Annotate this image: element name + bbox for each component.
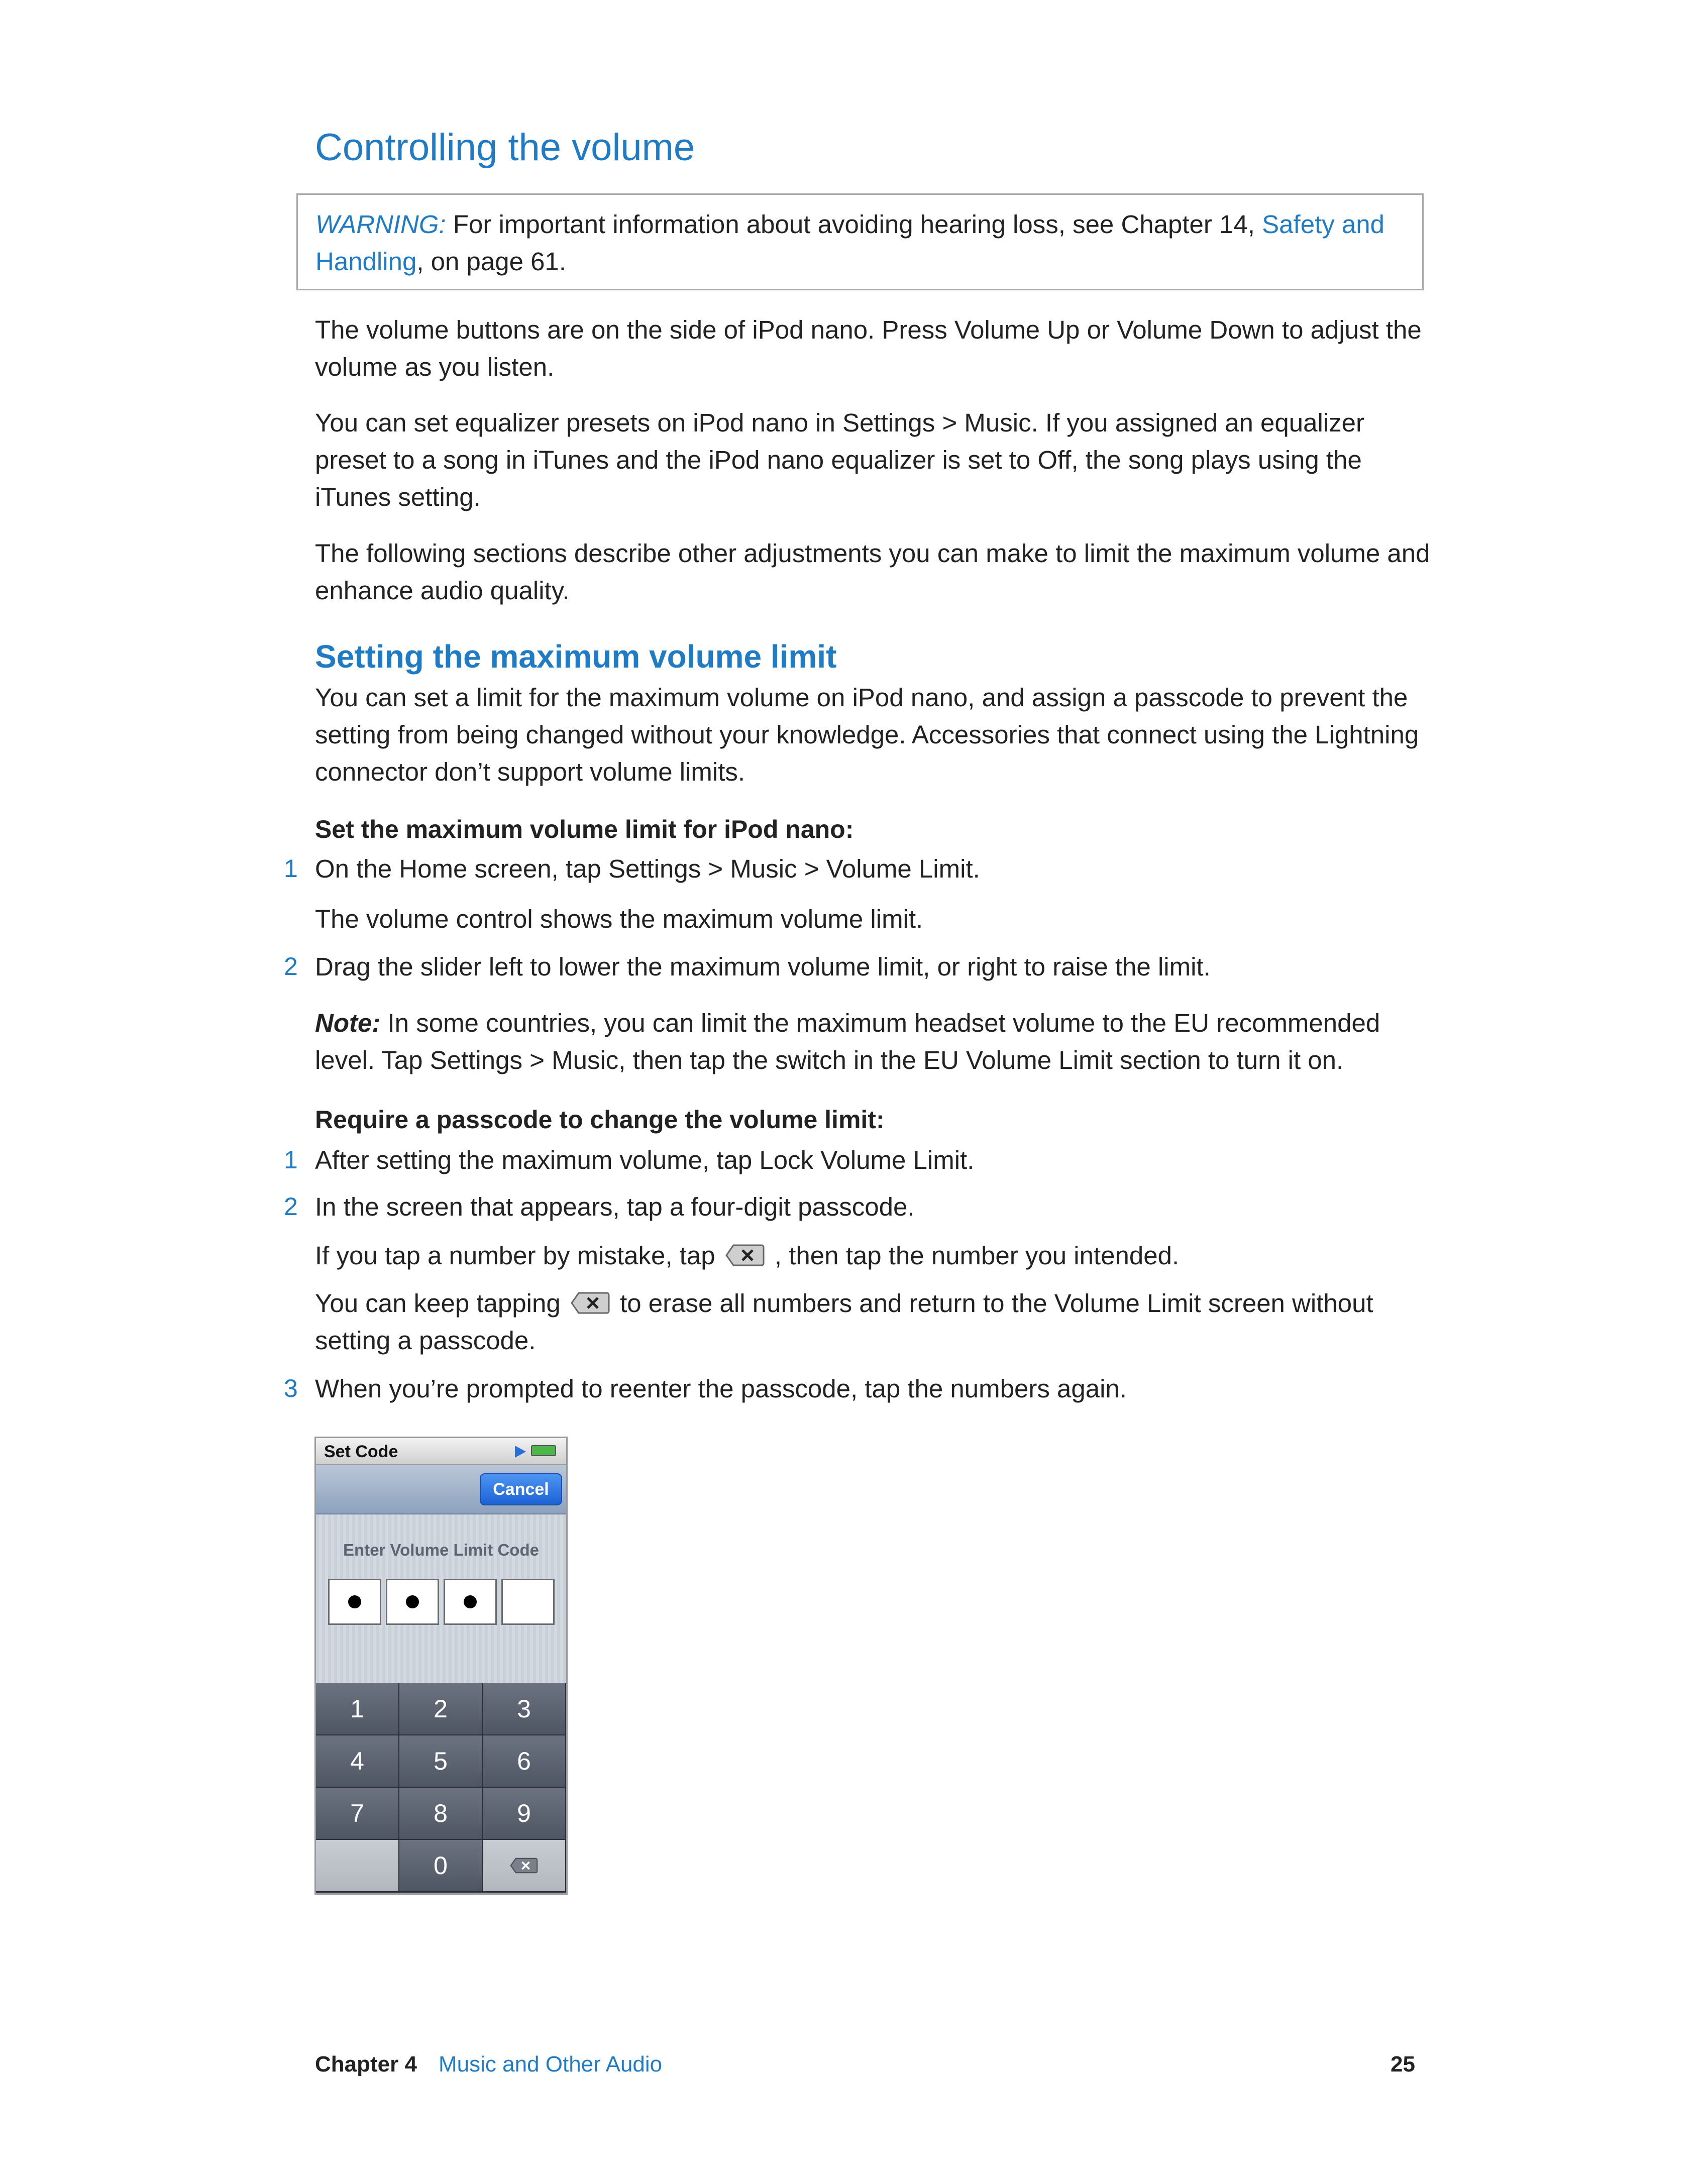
key-1[interactable]: 1 — [316, 1683, 399, 1735]
entered-digit-dot — [406, 1595, 419, 1608]
task-title-passcode: Require a passcode to change the volume limit: — [315, 1106, 885, 1134]
warning-suffix: , on page 61. — [416, 247, 567, 276]
step-number: 2 — [284, 1192, 298, 1221]
play-icon — [515, 1446, 526, 1458]
step-text: When you’re prompted to reenter the passcode, tap the numbers again. — [315, 1374, 1127, 1403]
toolbar — [316, 1465, 566, 1514]
mistake-after: , then tap the number you intended. — [774, 1241, 1180, 1270]
note-label: Note: — [315, 1009, 381, 1037]
delete-key[interactable] — [483, 1840, 566, 1892]
status-title: Set Code — [324, 1442, 398, 1461]
key-6[interactable]: 6 — [483, 1735, 566, 1788]
delete-key-icon — [571, 1288, 610, 1312]
entered-digit-dot — [464, 1595, 477, 1608]
device-screenshot — [314, 1437, 568, 1895]
warning-body: For important information about avoiding hearing loss, see Chapter 14, — [453, 210, 1255, 239]
code-digit-box — [386, 1579, 439, 1625]
key-4[interactable]: 4 — [316, 1735, 399, 1788]
note-paragraph — [315, 1005, 1435, 1079]
keypad — [316, 1683, 566, 1893]
step-number: 3 — [284, 1374, 298, 1402]
paragraph-volume-buttons: The volume buttons are on the side of iPod nano. Press Volume Up or Volume Down to adjust the volume as you listen. — [315, 315, 1422, 381]
step-number: 2 — [284, 952, 298, 980]
step-text: Drag the slider left to lower the maximum volume limit, or right to raise the limit. — [315, 952, 1211, 981]
code-digit-box — [444, 1579, 497, 1625]
step-number: 1 — [284, 854, 298, 883]
footer-chapter: Chapter 4 — [315, 2052, 417, 2077]
key-0[interactable]: 0 — [399, 1840, 483, 1892]
footer-chapter-title[interactable]: Music and Other Audio — [439, 2052, 663, 2077]
passcode-prompt: Enter Volume Limit Code — [343, 1541, 539, 1559]
entered-digit-dot — [348, 1595, 361, 1608]
step-number: 1 — [284, 1146, 298, 1174]
passcode-prompt-area — [316, 1514, 566, 1683]
step-text: On the Home screen, tap Settings > Music > Volume Limit. — [315, 854, 980, 883]
section-title: Setting the maximum volume limit — [315, 638, 837, 675]
key-8[interactable]: 8 — [399, 1788, 483, 1840]
paragraph-following: The following sections describe other adjustments you can make to limit the maximum volume and enhance audio quality. — [315, 539, 1430, 605]
key-5[interactable]: 5 — [399, 1735, 483, 1788]
code-digit-box — [501, 1579, 555, 1625]
warning-label: WARNING: — [315, 210, 446, 239]
paragraph-equalizer: You can set equalizer presets on iPod nano in Settings > Music. If you assigned an equalizer preset to a song in iTunes and the iPod nano equalizer is set to Off, the song plays using the iTunes setting. — [315, 408, 1365, 511]
task-title-set-limit: Set the maximum volume limit for iPod nano: — [315, 815, 854, 843]
status-bar — [316, 1438, 566, 1465]
mistake-before: If you tap a number by mistake, tap — [315, 1241, 715, 1270]
keep-before: You can keep tapping — [315, 1289, 561, 1318]
cancel-button[interactable]: Cancel — [480, 1473, 562, 1505]
footer-page-number: 25 — [1391, 2052, 1415, 2077]
key-2[interactable]: 2 — [399, 1683, 483, 1735]
key-3[interactable]: 3 — [483, 1683, 566, 1735]
keep-tapping-paragraph — [315, 1285, 1435, 1359]
delete-key-icon — [725, 1243, 765, 1267]
step-note: The volume control shows the maximum volume limit. — [315, 905, 923, 933]
keep-after: to erase all numbers and return to the Volume Limit screen without setting a passcode. — [315, 1289, 1373, 1355]
battery-icon — [531, 1445, 556, 1456]
warning-box — [296, 193, 1424, 290]
code-digit-box — [328, 1579, 381, 1625]
key-7[interactable]: 7 — [316, 1788, 399, 1840]
warning-text — [315, 206, 1411, 280]
delete-key-icon — [510, 1857, 538, 1874]
safety-link[interactable]: Safety and Handling — [315, 210, 1384, 276]
key-blank — [316, 1840, 399, 1892]
step-text: After setting the maximum volume, tap Lock Volume Limit. — [315, 1146, 975, 1174]
key-9[interactable]: 9 — [483, 1788, 566, 1840]
note-text: In some countries, you can limit the maximum headset volume to the EU recommended level. Tap Settings > Music, then tap the switch in the EU Volume Limit section to turn it on. — [315, 1009, 1380, 1074]
mistake-line — [315, 1241, 1179, 1270]
page-title: Controlling the volume — [315, 126, 695, 169]
section-intro: You can set a limit for the maximum volume on iPod nano, and assign a passcode to prevent the setting from being changed without your knowledge. Accessories that connect using the Lightning connector don’t support volume limits. — [315, 683, 1419, 786]
step-text: In the screen that appears, tap a four-digit passcode. — [315, 1192, 915, 1221]
